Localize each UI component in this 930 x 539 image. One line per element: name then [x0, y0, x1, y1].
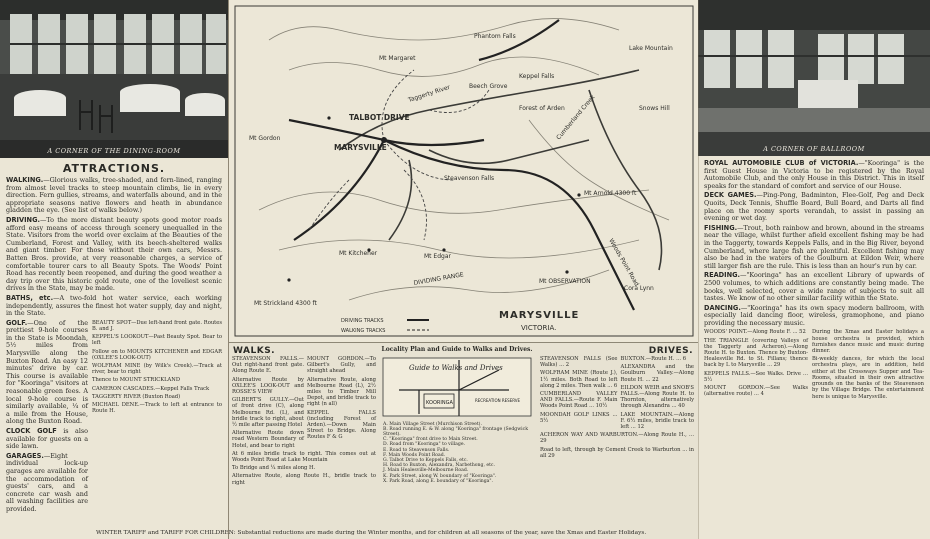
biweekly-note: Bi-weekly dances, for which the local orchestra plays, are in addition, held either at the Crossways Supper and Tea-Rooms, situated in their own attractive grounds on the banks of the Steavenson by the Village Bridge. The entertainment here is unique to Marysville.	[812, 356, 924, 400]
rac-paragraph: ROYAL AUTOMOBILE CLUB of VICTORIA.—"Kooringa" is the first Guest House in Victoria to be registered by the Royal Automobile Club, and the only House in this District. This in itself speaks for the standard of comfort and service of our House.	[704, 159, 924, 190]
dancing-paragraph: DANCING.—"Kooringa" has its own spacy modern ballroom, with especially laid dancing floor, wireless, gramophone, and piano providing the necessary music.	[704, 303, 924, 327]
legend-item: H. Road to Buxton, Alexandra, Narbethong, etc.	[383, 463, 495, 469]
map-label: Mt Strickland 4300 ft	[254, 300, 317, 307]
map-label: DIVIDING RANGE	[413, 271, 465, 287]
drive-item: EILDON WEIR and SNOB'S FALLS.—Along Route H. to Thornton, alternatively through Alexandra ... 40	[620, 384, 694, 410]
map-label: Keppel Falls	[519, 73, 555, 80]
drives-title: DRIVES.	[648, 346, 693, 356]
deck-games-paragraph: DECK GAMES.—Ping-Pong, Badminton, Flee-Golf, Peg and Deck Quoits, Deck Tennis, Shuffle Board, Bull Board, and Darts all find place on the roomy sports verandah, to assist in passing an evening or wet day.	[704, 191, 924, 223]
garages-paragraph: GARAGES.—Eight individual lock-up garages are available for the accommodation of guests' cars, and a concrete car wash and all washing facilities are provided.	[6, 451, 88, 513]
footer-text: WINTER TARIFF and TARIFF FOR CHILDREN: Substantial reductions are made during the Winter months, and for children at all seasons of the year, save the Xmas and Easter Holidays.	[96, 530, 647, 536]
attractions-heading: ATTRACTIONS.	[62, 162, 166, 175]
drive-item: STEAVENSON FALLS (See Walks) ... 2	[540, 356, 618, 369]
fold-line	[698, 0, 699, 539]
map-label: Snows Hill	[639, 105, 670, 112]
locality-inset	[379, 356, 535, 418]
map-drawing	[229, 0, 699, 342]
map-label: Beech Grove	[469, 83, 508, 90]
legend-item: D. Road from "Kooringa" to village.	[383, 442, 466, 448]
dining-room-image	[0, 0, 228, 158]
map-label: Forest of Arden	[519, 105, 565, 112]
map-label: Mt Gordon	[249, 135, 281, 142]
map-label: Mt Arnold 4300 ft	[584, 190, 637, 197]
right-text	[698, 156, 930, 402]
dining-room-caption: A CORNER OF THE DINING-ROOM	[47, 147, 181, 155]
tariff-footer	[96, 530, 930, 536]
dining-room-photo	[0, 0, 228, 158]
map-label: Woods Point Road	[607, 237, 641, 288]
walk-item: Alternative Route down road Western Boundary of Hotel, and bear to right	[232, 430, 304, 449]
map-subtitle: VICTORIA.	[521, 324, 557, 332]
walk-item: WOLFRAM MINE (by Wilk's Creek).—Track at river, bear to right	[92, 362, 222, 376]
walk-item: To Bridge and ¼ miles along H.	[232, 465, 316, 472]
reading-paragraph: READING.—"Kooringa" has an excellent Library of upwards of 2500 volumes, to which additions are constantly being made. The books, well selected, cover a wide range of subjects to suit all tastes. We know of no other similar facility within the State.	[704, 271, 924, 303]
walk-item: Alternative Route, along Route H., bridle track to right	[232, 473, 376, 486]
drive-item: MOONDAH GOLF LINKS ... 5½	[540, 411, 618, 424]
right-panel	[698, 0, 930, 539]
walk-item: MICHAEL DENE.—Track to left at entrance to Route H.	[92, 401, 222, 415]
ballroom-image	[698, 0, 930, 156]
map-label: Mt Margaret	[379, 55, 416, 62]
walk-item: TAGGERTY RIVER (Buxton Road)	[92, 393, 181, 400]
walks-title: WALKS.	[233, 346, 276, 356]
left-panel	[0, 0, 228, 539]
legend-walking: WALKING TRACKS	[341, 328, 386, 334]
walk-item: Thence to MOUNT STRICKLAND	[92, 377, 180, 384]
legend-item: X. Park Road, along E. boundary of "Kooringa".	[383, 478, 493, 484]
legend-item: G. Talbot Drive to Keppels Falls, etc.	[383, 458, 468, 464]
walk-item: MOUNT GORDON.—To Gilbert's Gully, and straight ahead	[306, 356, 376, 375]
walk-item: KEPPEL FALLS (including Forest of Arden).—Down Main Street to Bridge. Along Routes F & G	[306, 409, 376, 441]
walks-list-left	[92, 320, 222, 516]
drive-item: WOODS' POINT.—Along Route F. ... 52	[704, 329, 806, 336]
fishing-paragraph: FISHING.—Trout, both rainbow and brown, abound in the streams near the village, whilst further afield excellent fishing may be had in the Taggerty, towards Keppels Falls, and in the Big River, beyond Cumberland, where large fish are plentiful. Excellent fishing may also be had in the waters of the Goulburn at Eildon Weir, where still larger fish are the rule. This is less than an hour's run by car.	[704, 223, 924, 270]
drive-item: LAKE MOUNTAIN.—Along F. 6½ miles, bridle track to left ... 12	[620, 411, 694, 431]
map-label: Steavenson Falls	[444, 175, 495, 182]
walking-paragraph: WALKING.—Glorious walks, tree-shaded, and fern-lined, ranging from almost level tracks to steep mountain climbs, lie in every direction. Fern gullies, streams, and waterfalls abound, and in the appropriate seasons native flowers and heath in abundance gladden the eye. (See list of walks below.)	[6, 176, 222, 215]
ballroom-caption: A CORNER OF BALLROOM	[763, 145, 865, 153]
walk-item: GILBERT'S GULLY.—Out of front drive (C), along Melbourne Rd. (L), and bridle track to right, about ½ mile after passing Hotel	[232, 397, 304, 429]
legend-item: A. Main Village Street (Murchison Street).	[383, 421, 482, 427]
drive-item: CUMBERLAND VALLEY AND FALLS.—Route F. Main Woods Point Road ... 10½	[540, 391, 618, 410]
legend-item: E. Road to Steavenson Falls.	[383, 447, 450, 453]
walk-item: BEAUTY SPOT—Due left-hand front gate. Routes B. and J.	[92, 319, 222, 332]
map-label: Phantom Falls	[474, 33, 516, 40]
map-label: MARYSVILLE	[334, 143, 387, 152]
legend-item: C. "Kooringa" front drive to Main Street.	[383, 437, 478, 443]
map-label: Mt OBSERVATION	[539, 278, 591, 285]
walk-item: Follow on to MOUNTS KITCHENER and EDGAR (OXLEE'S LOOK-OUT)	[92, 348, 222, 361]
map-label: Mt Kitchener	[339, 250, 378, 257]
drives-column	[537, 346, 697, 461]
driving-paragraph: DRIVING.—To the more distant beauty spots good motor roads afford easy means of access through scenery unequalled in the State. Visitors from the world over exclaim at the Beauties of the Cumberland, Forest and Valley, with its beech-sheltered walks and giant timber. For those without their own cars, Messrs. Batten Bros. provide, at very reasonable charges, a service of comfortable tourer cars to all Beauty Spots. The Woods' Point Road has recently been reopened, and during the good weather a day trip over this historic gold route, one of the loveliest scenic drives in the State, may be made.	[6, 215, 222, 293]
walk-item: Alternative Route by OXLEE'S LOOK-OUT and ROSSE'S VIEW	[232, 376, 304, 396]
drives-continued	[704, 329, 808, 401]
map-label: Cumberland Creek	[555, 93, 597, 142]
inset-label-reserve: RECREATION RESERVE	[475, 397, 521, 403]
map-label: TALBOT DRIVE	[349, 113, 410, 122]
inset-title: Guide to Walks and Drives	[409, 363, 503, 372]
drive-item: KEPPELS FALLS.—See Walks. Drive ... 5½	[704, 370, 808, 383]
walk-item: KEPPEL'S LOOKOUT—Past Beauty Spot. Bear to left	[92, 334, 222, 347]
golf-paragraph: GOLF.—One of the prettiest 9-hole courses in the State is Moondah, 5½ miles from Marysville along the Buxton Road. An easy 12 minutes' drive by car. This course is available for "Kooringa" visitors at reasonable green fees. A local 9-hole course is similarly available, ¼ of a mile from the House, along the Buxton Road.	[6, 318, 88, 426]
legend-driving: DRIVING TRACKS	[341, 318, 384, 324]
locality-plan	[379, 346, 535, 484]
fold-line	[228, 0, 229, 539]
acheron-note: Road to left, through by Cement Creek to Warburton ... in all 29	[540, 446, 694, 459]
walk-item: STEAVENSON FALLS.—Out right-hand front gate. Along Route E.	[232, 356, 304, 375]
xmas-note: During the Xmas and Easter holidays a house orchestra is provided, which furnishes dance music and music during dinner.	[812, 329, 924, 355]
baths-paragraph: BATHS, etc.—A two-fold hot water service, each working independently, assures the finest hot water supply, day and night, in the State.	[6, 293, 222, 318]
walks-column	[229, 346, 379, 488]
map-label: Taggerty River	[407, 83, 451, 104]
legend-item: K. Park Street, along W. boundary of "Kooringa".	[383, 473, 497, 479]
map-label: Cora Lynn	[624, 285, 654, 292]
drive-item: ALEXANDRA and the Goulburn Valley.—Along Route H. ... 22	[620, 364, 694, 383]
attractions-text	[0, 177, 228, 516]
walk-item: Alternative Route, along Melbourne Road (L), 2½ miles to Timber Mill Depot, and bridle track to right (n all)	[306, 376, 376, 408]
legend-item: J. Main Healesville-Melbourne Road.	[383, 468, 469, 474]
drive-item: WOLFRAM MINE (Route J.), 1½ miles. Both Road to left along 2 miles. Then walk ... 6	[540, 370, 618, 389]
locality-title: Locality Plan and Guide to Walks and Drives.	[381, 346, 533, 353]
drive-item: THE TRIANGLE (covering Valleys of the Taggerty and Acheron).—Along Route H. to Buxton. Thence by Buxton-Healesville Rd. to St. Fillans; thence back by L to Marysville ... 29	[704, 337, 808, 369]
ballroom-photo	[698, 0, 930, 156]
legend-item: B. Road running E. & W. along "Kooringa" frontage (Sedgwick Street).	[383, 426, 529, 437]
legend-item: F. Main Woods Point Road.	[383, 452, 446, 458]
map-label: Lake Mountain	[629, 45, 673, 52]
map-title: MARYSVILLE	[499, 310, 580, 321]
inset-label-kooringa: KOORINGA	[426, 399, 453, 406]
map-label: Mt Edgar	[424, 253, 451, 260]
drive-item: BUXTON.—Route H. ... 6	[620, 356, 687, 362]
center-panel	[228, 0, 700, 539]
drive-item: MOUNT GORDON.—See Walks (alternative route) ... 4	[704, 385, 808, 398]
walk-item: At 6 miles bridle track to right. This comes out at Woods Point Road at Lake Mountain	[232, 450, 376, 464]
walk-item: CAMERON CASCADES.—Keppel Falls Track	[92, 385, 210, 392]
clock-golf-paragraph: CLOCK GOLF is also available for guests on a side lawn.	[6, 427, 88, 451]
marysville-map	[229, 0, 699, 343]
drive-item: ACHERON WAY AND WARBURTON.—Along Route H., ... 29	[540, 432, 694, 445]
